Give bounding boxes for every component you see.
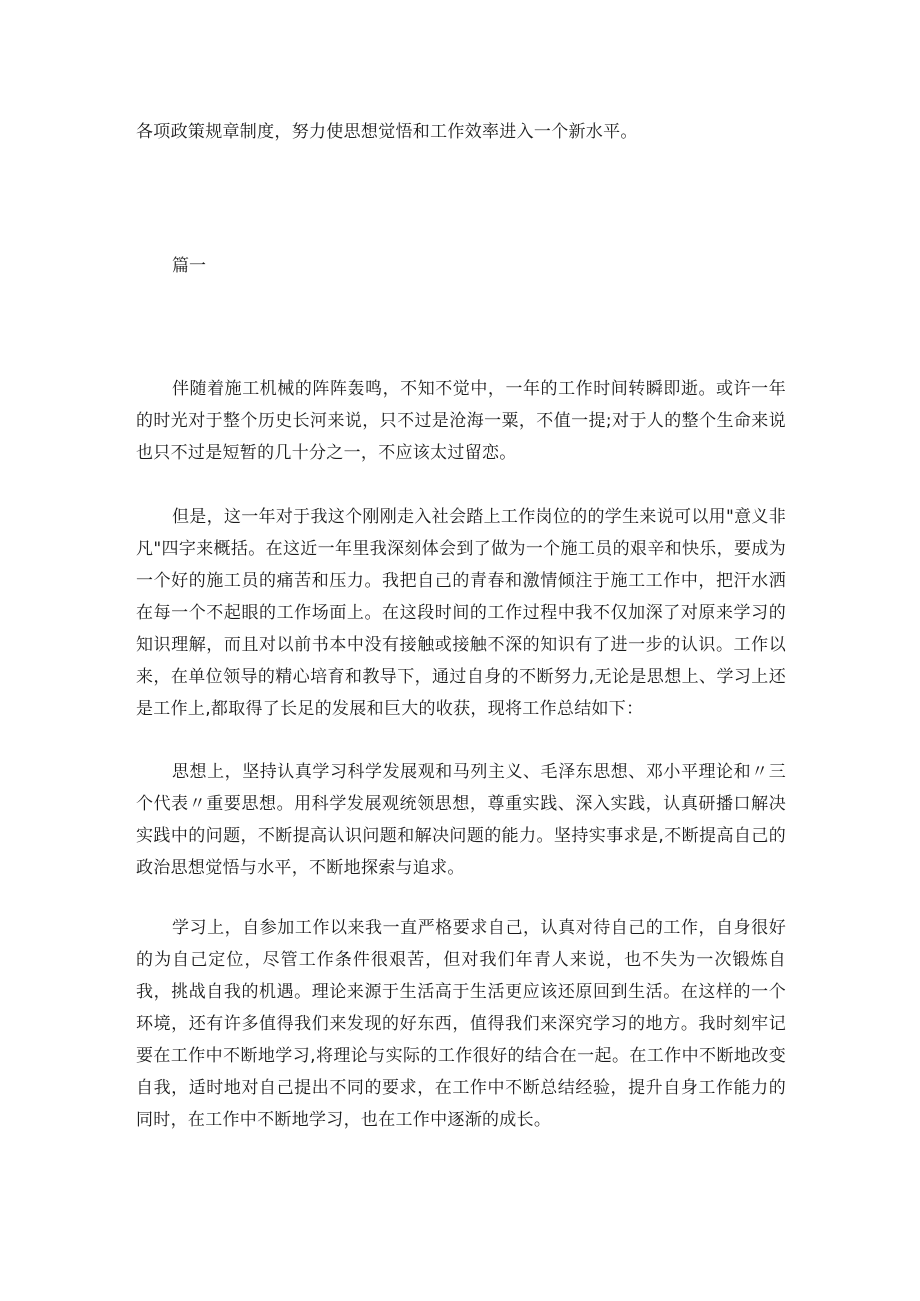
paragraph-1: 伴随着施工机械的阵阵轰鸣，不知不觉中，一年的工作时间转瞬即逝。或许一年的时光对于整个历史长河来说，只不过是沧海一粟，不值一提;对于人的整个生命来说也只不过是短暂的几十分之一，不应该太过留恋。: [136, 379, 786, 463]
lead-line: 各项政策规章制度，努力使思想觉悟和工作效率进入一个新水平。: [136, 122, 638, 142]
paragraph-4: 学习上，自参加工作以来我一直严格要求自己，认真对待自己的工作，自身很好的为自己定位，尽管工作条件很艰苦，但对我们年青人来说，也不失为一次锻炼自我，挑战自我的机遇。理论来源于生活高于生活更应该还原回到生活。在这样的一个环境，还有许多值得我们来发现的好东西，值得我们来深究学习的地方。我时刻牢记要在工作中不断地学习,将理论与实际的工作很好的结合在一起。在工作中不断地改变自我，适时地对自己提出不同的要求，在工作中不断总结经验，提升自身工作能力的同时，在工作中不断地学习，也在工作中逐渐的成长。: [136, 918, 786, 1130]
paragraph-3: 思想上，坚持认真学习科学发展观和马列主义、毛泽东思想、邓小平理论和〃三个代表〃重要思想。用科学发展观统领思想，尊重实践、深入实践，认真研播口解决实践中的问题，不断提高认识问题和解决问题的能力。坚持实事求是,不断提高自己的政治思想觉悟与水平，不断地探索与追求。: [136, 762, 786, 878]
section-heading: 篇一: [172, 256, 206, 276]
paragraph-2: 但是，这一年对于我这个刚刚走入社会踏上工作岗位的的学生来说可以用"意义非凡"四字来概括。在这近一年里我深刻体会到了做为一个施工员的艰辛和快乐，要成为一个好的施工员的痛苦和压力。我把自己的青春和激情倾注于施工工作中，把汗水洒在每一个不起眼的工作场面上。在这段时间的工作过程中我不仅加深了对原来学习的知识理解，而且对以前书本中没有接触或接触不深的知识有了进一步的认识。工作以来，在单位领导的精心培育和教导下，通过自身的不断努力,无论是思想上、学习上还是工作上,都取得了长足的发展和巨大的收获，现将工作总结如下：: [136, 507, 786, 719]
